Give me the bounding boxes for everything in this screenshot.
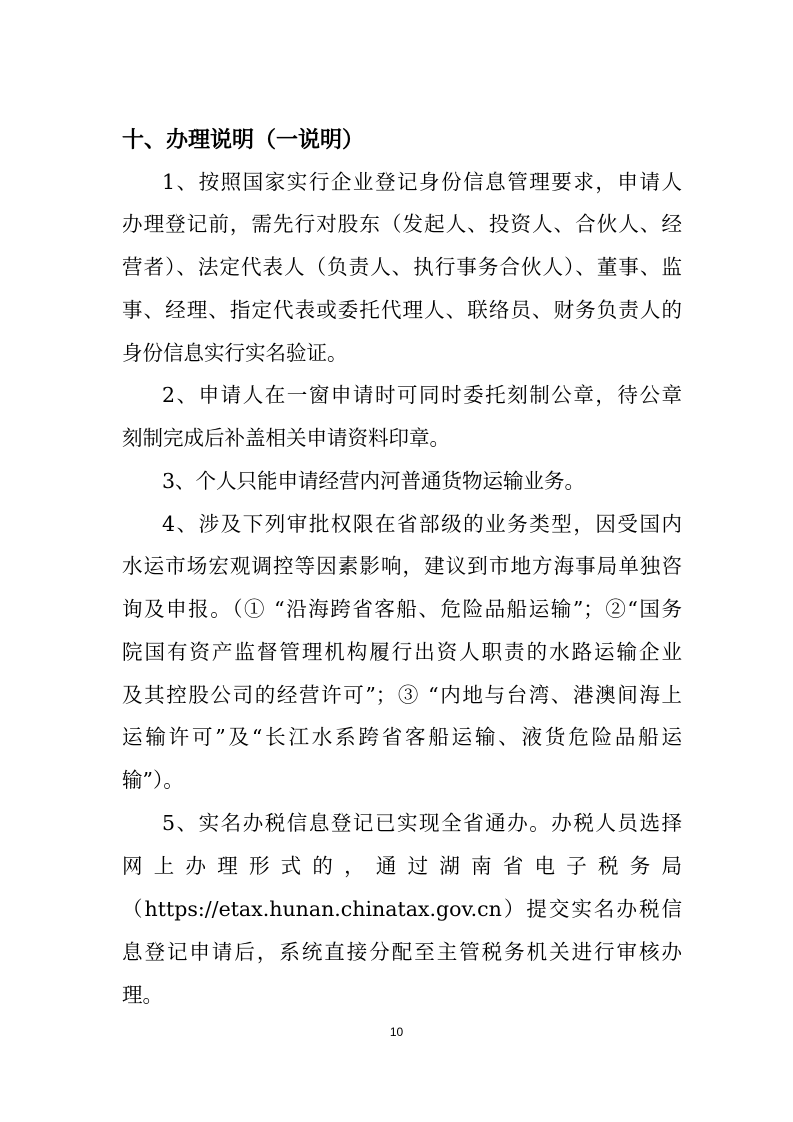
paragraph-5-line-2: 网上办理形式的，通过湖南省电子税务局 bbox=[122, 854, 682, 878]
paragraph-1-line-1: 1、按照国家实行企业登记身份信息管理要求，申请人 bbox=[162, 170, 682, 194]
paragraph-4-line-5: 及其控股公司的经营许可”；③ “内地与台湾、港澳间海上 bbox=[122, 683, 682, 707]
paragraph-5-line-1: 5、实名办税信息登记已实现全省通办。办税人员选择 bbox=[162, 811, 682, 835]
section-heading: 十、办理说明（一说明） bbox=[122, 128, 365, 153]
paragraph-4-line-7: 输”）。 bbox=[122, 768, 184, 792]
paragraph-4-line-4: 院国有资产监督管理机构履行出资人职责的水路运输企业 bbox=[122, 640, 682, 664]
paragraph-4-line-1: 4、涉及下列审批权限在省部级的业务类型，因受国内 bbox=[162, 512, 682, 536]
paragraph-1-line-5: 身份信息实行实名验证。 bbox=[122, 341, 348, 365]
paragraph-1-line-3: 营者）、法定代表人（负责人、执行事务合伙人）、董事、监 bbox=[122, 255, 682, 279]
paragraph-2-line-1: 2、申请人在一窗申请时可同时委托刻制公章，待公章 bbox=[162, 383, 682, 407]
paragraph-4-line-6: 运输许可”及“长江水系跨省客船运输、液货危险品船运 bbox=[122, 725, 682, 749]
paragraph-1-line-4: 事、经理、指定代表或委托代理人、联络员、财务负责人的 bbox=[122, 298, 682, 322]
paragraph-5-line-3: （https://etax.hunan.chinatax.gov.cn）提交实名办税信 bbox=[122, 897, 682, 921]
page-number: 10 bbox=[389, 1025, 404, 1039]
paragraph-1-line-2: 办理登记前，需先行对股东（发起人、投资人、合伙人、经 bbox=[122, 212, 682, 236]
paragraph-5-line-4: 息登记申请后，系统直接分配至主管税务机关进行审核办 bbox=[122, 940, 682, 964]
paragraph-4-line-3: 询及申报。（① “沿海跨省客船、危险品船运输”；②“国务 bbox=[122, 597, 682, 621]
paragraph-2-line-2: 刻制完成后补盖相关申请资料印章。 bbox=[122, 426, 450, 450]
paragraph-3-line-1: 3、个人只能申请经营内河普通货物运输业务。 bbox=[162, 469, 586, 493]
paragraph-5-line-5: 理。 bbox=[122, 983, 163, 1007]
paragraph-4-line-2: 水运市场宏观调控等因素影响，建议到市地方海事局单独咨 bbox=[122, 554, 682, 578]
